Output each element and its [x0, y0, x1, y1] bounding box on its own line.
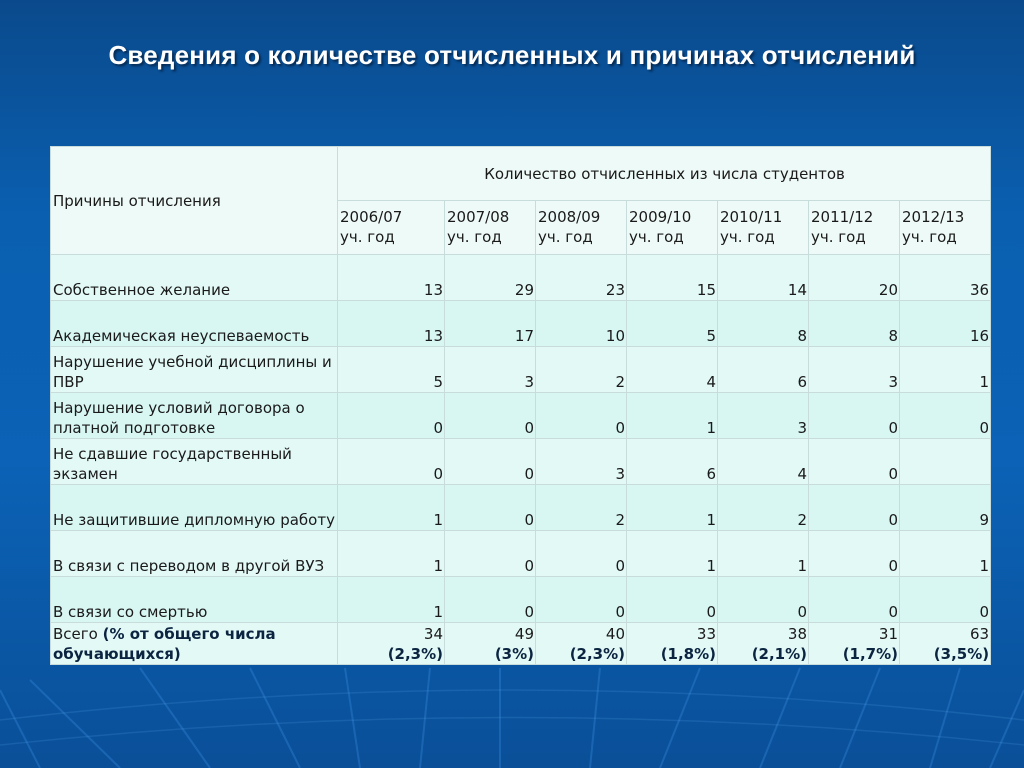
- total-count: 31: [878, 625, 898, 643]
- value-cell: 0: [338, 393, 445, 439]
- total-percent: (1,7%): [842, 645, 898, 663]
- total-percent: (2,3%): [569, 645, 625, 663]
- value-cell: 29: [445, 255, 536, 301]
- total-value-cell: [900, 623, 991, 665]
- value-cell: 0: [536, 393, 627, 439]
- reason-cell: Собственное желание: [51, 255, 338, 301]
- total-value-cell: [338, 623, 445, 665]
- year-suffix: уч. год: [340, 228, 395, 246]
- reason-cell: Не сдавшие государственный экзамен: [51, 439, 338, 485]
- value-cell: 13: [338, 255, 445, 301]
- total-percent: (3,5%): [933, 645, 990, 663]
- total-percent: (1,8%): [660, 645, 716, 663]
- year-header: [718, 201, 809, 255]
- value-cell: 23: [536, 255, 627, 301]
- value-cell: 2: [536, 485, 627, 531]
- value-cell: 1: [627, 393, 718, 439]
- value-cell: 16: [900, 301, 991, 347]
- value-cell: 1: [338, 485, 445, 531]
- value-cell: [900, 439, 991, 485]
- value-cell: 0: [445, 531, 536, 577]
- table-row: [51, 439, 991, 485]
- year-header: [809, 201, 900, 255]
- year-label: 2008/09: [538, 208, 601, 226]
- value-cell: 0: [627, 577, 718, 623]
- value-cell: 0: [809, 485, 900, 531]
- reason-cell: В связи со смертью: [51, 577, 338, 623]
- total-value-cell: [809, 623, 900, 665]
- total-label: Всего: [53, 625, 103, 643]
- total-label-cell: [51, 623, 338, 665]
- table-row: [51, 255, 991, 301]
- total-count: 38: [787, 625, 807, 643]
- total-count: 40: [605, 625, 625, 643]
- value-cell: 4: [718, 439, 809, 485]
- year-suffix: уч. год: [902, 228, 957, 246]
- value-cell: 2: [536, 347, 627, 393]
- value-cell: 6: [627, 439, 718, 485]
- reason-cell: Не защитившие дипломную работу: [51, 485, 338, 531]
- value-cell: 10: [536, 301, 627, 347]
- total-value-cell: [627, 623, 718, 665]
- year-header: [338, 201, 445, 255]
- value-cell: 3: [536, 439, 627, 485]
- reason-cell: В связи с переводом в другой ВУЗ: [51, 531, 338, 577]
- value-cell: 0: [900, 577, 991, 623]
- year-label: 2006/07: [340, 208, 403, 226]
- total-percent: (2,3%): [387, 645, 443, 663]
- total-row: [51, 623, 991, 665]
- value-cell: 15: [627, 255, 718, 301]
- value-cell: 0: [809, 531, 900, 577]
- year-suffix: уч. год: [720, 228, 775, 246]
- data-table: [50, 146, 991, 665]
- value-cell: 3: [718, 393, 809, 439]
- value-cell: 1: [627, 531, 718, 577]
- value-cell: 0: [445, 439, 536, 485]
- reason-cell: Нарушение учебной дисциплины и ПВР: [51, 347, 338, 393]
- total-value-cell: [445, 623, 536, 665]
- value-cell: 1: [900, 347, 991, 393]
- value-cell: 2: [718, 485, 809, 531]
- value-cell: 1: [900, 531, 991, 577]
- total-percent: (2,1%): [751, 645, 807, 663]
- total-percent: (3%): [494, 645, 534, 663]
- value-cell: 17: [445, 301, 536, 347]
- table-row: [51, 485, 991, 531]
- value-cell: 36: [900, 255, 991, 301]
- total-value-cell: [536, 623, 627, 665]
- year-header: [627, 201, 718, 255]
- value-cell: 3: [809, 347, 900, 393]
- page-title: Сведения о количестве отчисленных и причинах отчислений: [108, 40, 916, 70]
- value-cell: 8: [718, 301, 809, 347]
- value-cell: 0: [536, 577, 627, 623]
- value-cell: 0: [809, 393, 900, 439]
- value-cell: 20: [809, 255, 900, 301]
- total-value-cell: [718, 623, 809, 665]
- value-cell: 0: [445, 577, 536, 623]
- value-cell: 1: [338, 577, 445, 623]
- value-cell: 0: [445, 393, 536, 439]
- value-cell: 1: [718, 531, 809, 577]
- year-suffix: уч. год: [538, 228, 593, 246]
- value-cell: 6: [718, 347, 809, 393]
- value-cell: 0: [718, 577, 809, 623]
- year-header: [445, 201, 536, 255]
- reason-column-header: Причины отчисления: [51, 147, 338, 255]
- value-cell: 9: [900, 485, 991, 531]
- total-count: 34: [423, 625, 443, 643]
- value-cell: 5: [627, 301, 718, 347]
- table-row: [51, 531, 991, 577]
- value-cell: 13: [338, 301, 445, 347]
- expulsion-table: [50, 146, 990, 665]
- table-row: [51, 347, 991, 393]
- year-label: 2009/10: [629, 208, 692, 226]
- table-row: [51, 393, 991, 439]
- table-row: [51, 301, 991, 347]
- year-label: 2010/11: [720, 208, 783, 226]
- year-suffix: уч. год: [811, 228, 866, 246]
- total-count: 63: [970, 625, 990, 643]
- value-cell: 0: [536, 531, 627, 577]
- value-cell: 0: [809, 577, 900, 623]
- table-row: [51, 577, 991, 623]
- year-suffix: уч. год: [629, 228, 684, 246]
- year-label: 2011/12: [811, 208, 874, 226]
- value-cell: 8: [809, 301, 900, 347]
- year-label: 2007/08: [447, 208, 510, 226]
- year-header: [536, 201, 627, 255]
- reason-cell: Нарушение условий договора о платной подготовке: [51, 393, 338, 439]
- value-cell: 1: [627, 485, 718, 531]
- value-cell: 0: [809, 439, 900, 485]
- value-cell: 5: [338, 347, 445, 393]
- value-cell: 14: [718, 255, 809, 301]
- value-cell: 0: [338, 439, 445, 485]
- value-cell: 0: [900, 393, 991, 439]
- value-cell: 1: [338, 531, 445, 577]
- year-suffix: уч. год: [447, 228, 502, 246]
- reason-cell: Академическая неуспеваемость: [51, 301, 338, 347]
- total-label-note: (% от общего числа обучающихся): [53, 625, 276, 663]
- year-header: [900, 201, 991, 255]
- total-count: 49: [514, 625, 534, 643]
- value-cell: 4: [627, 347, 718, 393]
- total-count: 33: [696, 625, 716, 643]
- year-label: 2012/13: [902, 208, 965, 226]
- value-cell: 3: [445, 347, 536, 393]
- value-cell: 0: [445, 485, 536, 531]
- count-group-header: Количество отчисленных из числа студентов: [338, 147, 991, 201]
